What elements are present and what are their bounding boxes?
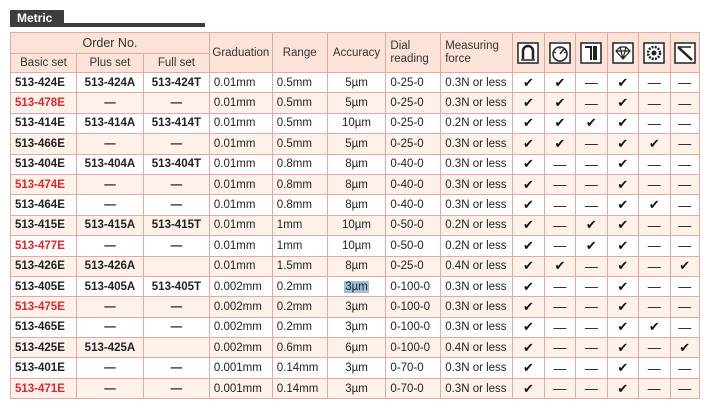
feature-mark: — xyxy=(639,358,670,378)
feature-mark: ✔ xyxy=(513,338,544,358)
feature-mark: ✔ xyxy=(544,93,575,113)
feature-mark: ✔ xyxy=(607,154,638,174)
feature-mark: — xyxy=(576,134,607,154)
model-plus-set: 513-405A xyxy=(76,276,143,296)
graduation-cell: 0.01mm xyxy=(209,256,272,276)
basic-set-header: Basic set xyxy=(11,54,77,73)
dial-reading-cell: 0-100-0 xyxy=(386,317,441,337)
measuring-force-cell: 0.3N or less xyxy=(441,378,513,398)
feature-mark: — xyxy=(576,93,607,113)
model-basic-set: 513-471E xyxy=(11,378,77,398)
accuracy-cell: 5µm xyxy=(327,73,386,93)
feature-mark: — xyxy=(576,195,607,215)
dial-reading-cell: 0-25-0 xyxy=(386,256,441,276)
table-row xyxy=(11,113,700,133)
model-basic-set: 513-401E xyxy=(11,358,77,378)
feature-mark: ✔ xyxy=(639,195,670,215)
graduation-cell: 0.001mm xyxy=(209,358,272,378)
feature-mark: — xyxy=(544,236,575,256)
range-cell: 0.2mm xyxy=(272,297,327,317)
feature-mark: ✔ xyxy=(607,256,638,276)
feature-mark: ✔ xyxy=(576,215,607,235)
measuring-force-cell: 0.2N or less xyxy=(441,215,513,235)
dial-reading-cell: 0-40-0 xyxy=(386,174,441,194)
accuracy-highlight: 3µm xyxy=(345,280,368,293)
model-full-set: — xyxy=(143,174,209,194)
model-basic-set: 513-477E xyxy=(11,236,77,256)
feature-mark: — xyxy=(639,113,670,133)
model-plus-set: — xyxy=(76,195,143,215)
model-full-set xyxy=(143,256,209,276)
model-basic-set: 513-466E xyxy=(11,134,77,154)
feature-mark: — xyxy=(670,93,700,113)
model-full-set: 513-404T xyxy=(143,154,209,174)
feature-mark: ✔ xyxy=(544,134,575,154)
feature-mark: — xyxy=(670,154,700,174)
range-cell: 0.5mm xyxy=(272,113,327,133)
dial-reading-cell: 0-100-0 xyxy=(386,297,441,317)
graduation-cell: 0.01mm xyxy=(209,134,272,154)
diamond-icon xyxy=(607,33,638,73)
table-row xyxy=(11,93,700,113)
graduation-cell: 0.002mm xyxy=(209,276,272,296)
measuring-force-cell: 0.3N or less xyxy=(441,73,513,93)
range-header: Range xyxy=(272,33,327,73)
accuracy-cell: 3µm xyxy=(327,378,386,398)
range-cell: 0.5mm xyxy=(272,73,327,93)
model-basic-set: 513-424E xyxy=(11,73,77,93)
table-row xyxy=(11,276,700,296)
feature-mark: — xyxy=(639,276,670,296)
graduation-cell: 0.01mm xyxy=(209,195,272,215)
feature-mark: — xyxy=(670,317,700,337)
feature-mark: ✔ xyxy=(513,236,544,256)
feature-mark: ✔ xyxy=(670,338,700,358)
model-full-set: 513-405T xyxy=(143,276,209,296)
model-plus-set: 513-404A xyxy=(76,154,143,174)
dial-reading-cell: 0-100-0 xyxy=(386,276,441,296)
range-cell: 0.5mm xyxy=(272,134,327,154)
model-full-set xyxy=(143,338,209,358)
feature-mark: — xyxy=(576,73,607,93)
feature-mark: — xyxy=(670,174,700,194)
range-cell: 0.14mm xyxy=(272,358,327,378)
feature-mark: — xyxy=(544,358,575,378)
feature-mark: — xyxy=(544,154,575,174)
feature-mark: ✔ xyxy=(607,73,638,93)
accuracy-cell: 8µm xyxy=(327,256,386,276)
range-cell: 1mm xyxy=(272,215,327,235)
graduation-cell: 0.002mm xyxy=(209,338,272,358)
model-full-set: 513-414T xyxy=(143,113,209,133)
feature-mark: ✔ xyxy=(670,256,700,276)
feature-mark: ✔ xyxy=(513,195,544,215)
feature-mark: ✔ xyxy=(513,358,544,378)
dial-reading-cell: 0-40-0 xyxy=(386,154,441,174)
dial-reading-cell: 0-40-0 xyxy=(386,195,441,215)
accuracy-cell: 10µm xyxy=(327,113,386,133)
model-plus-set: 513-425A xyxy=(76,338,143,358)
feature-mark: — xyxy=(670,113,700,133)
plus-set-header: Plus set xyxy=(76,54,143,73)
measuring-force-cell: 0.3N or less xyxy=(441,297,513,317)
graduation-cell: 0.002mm xyxy=(209,297,272,317)
feature-mark: — xyxy=(670,195,700,215)
feature-mark: ✔ xyxy=(513,73,544,93)
range-cell: 1.5mm xyxy=(272,256,327,276)
feature-mark: ✔ xyxy=(607,195,638,215)
feature-mark: — xyxy=(639,236,670,256)
feature-mark: — xyxy=(576,174,607,194)
graduation-cell: 0.001mm xyxy=(209,378,272,398)
order-no-header: Order No. xyxy=(11,33,210,54)
model-plus-set: — xyxy=(76,174,143,194)
accuracy-cell: 10µm xyxy=(327,215,386,235)
feature-mark: — xyxy=(576,256,607,276)
model-full-set: — xyxy=(143,93,209,113)
feature-mark: ✔ xyxy=(607,358,638,378)
feature-mark: ✔ xyxy=(607,317,638,337)
feature-mark: — xyxy=(670,358,700,378)
feature-mark: ✔ xyxy=(607,378,638,398)
accuracy-cell: 6µm xyxy=(327,338,386,358)
feature-mark: — xyxy=(544,195,575,215)
dial-reading-cell: 0-25-0 xyxy=(386,113,441,133)
model-basic-set: 513-465E xyxy=(11,317,77,337)
range-cell: 0.2mm xyxy=(272,276,327,296)
table-row xyxy=(11,195,700,215)
model-full-set: 513-424T xyxy=(143,73,209,93)
feature-mark: — xyxy=(576,317,607,337)
accuracy-cell xyxy=(327,276,386,296)
model-full-set: 513-415T xyxy=(143,215,209,235)
feature-mark: — xyxy=(576,358,607,378)
dial-gauge-icon xyxy=(544,33,575,73)
feature-mark: ✔ xyxy=(607,174,638,194)
table-row xyxy=(11,378,700,398)
graduation-cell: 0.01mm xyxy=(209,215,272,235)
table-row xyxy=(11,358,700,378)
range-cell: 1mm xyxy=(272,236,327,256)
magnet-stand-icon xyxy=(513,33,544,73)
model-plus-set: — xyxy=(76,236,143,256)
model-plus-set: 513-424A xyxy=(76,73,143,93)
model-basic-set: 513-414E xyxy=(11,113,77,133)
table-row xyxy=(11,236,700,256)
feature-mark: ✔ xyxy=(607,113,638,133)
graduation-cell: 0.01mm xyxy=(209,154,272,174)
feature-mark: ✔ xyxy=(639,317,670,337)
model-basic-set: 513-474E xyxy=(11,174,77,194)
feature-mark: — xyxy=(544,378,575,398)
graduation-cell: 0.01mm xyxy=(209,73,272,93)
feature-mark: ✔ xyxy=(576,236,607,256)
feature-mark: ✔ xyxy=(513,174,544,194)
feature-mark: — xyxy=(544,174,575,194)
range-cell: 0.8mm xyxy=(272,174,327,194)
feature-mark: ✔ xyxy=(607,134,638,154)
model-basic-set: 513-405E xyxy=(11,276,77,296)
feature-mark: ✔ xyxy=(513,317,544,337)
measuring-force-cell: 0.3N or less xyxy=(441,317,513,337)
feature-mark: ✔ xyxy=(513,297,544,317)
ratchet-bracket-icon xyxy=(576,33,607,73)
graduation-cell: 0.01mm xyxy=(209,113,272,133)
range-cell: 0.8mm xyxy=(272,195,327,215)
dial-reading-cell: 0-50-0 xyxy=(386,236,441,256)
section-title: Metric xyxy=(10,10,64,27)
dial-reading-header: Dial reading xyxy=(386,33,441,73)
measuring-force-header: Measuring force xyxy=(441,33,513,73)
model-basic-set: 513-426E xyxy=(11,256,77,276)
graduation-cell: 0.01mm xyxy=(209,236,272,256)
measuring-force-cell: 0.3N or less xyxy=(441,93,513,113)
model-basic-set: 513-415E xyxy=(11,215,77,235)
feature-mark: — xyxy=(576,338,607,358)
table-row xyxy=(11,174,700,194)
dial-reading-cell: 0-25-0 xyxy=(386,73,441,93)
feature-mark: — xyxy=(544,317,575,337)
model-full-set: — xyxy=(143,317,209,337)
table-row xyxy=(11,73,700,93)
feature-mark: — xyxy=(639,73,670,93)
accuracy-cell: 5µm xyxy=(327,134,386,154)
feature-mark: ✔ xyxy=(607,338,638,358)
graduation-cell: 0.01mm xyxy=(209,174,272,194)
table-row xyxy=(11,338,700,358)
measuring-force-cell: 0.3N or less xyxy=(441,154,513,174)
measuring-force-cell: 0.3N or less xyxy=(441,134,513,154)
model-plus-set: 513-426A xyxy=(76,256,143,276)
feature-mark: ✔ xyxy=(607,276,638,296)
dial-reading-cell: 0-100-0 xyxy=(386,338,441,358)
feature-mark: — xyxy=(639,154,670,174)
feature-mark: ✔ xyxy=(607,93,638,113)
measuring-force-cell: 0.3N or less xyxy=(441,174,513,194)
feature-mark: — xyxy=(544,338,575,358)
feature-mark: — xyxy=(670,73,700,93)
accuracy-cell: 3µm xyxy=(327,358,386,378)
feature-mark: ✔ xyxy=(513,378,544,398)
angle-icon xyxy=(670,33,700,73)
feature-mark: ✔ xyxy=(607,236,638,256)
feature-mark: ✔ xyxy=(639,134,670,154)
feature-mark: ✔ xyxy=(544,256,575,276)
model-plus-set: 513-415A xyxy=(76,215,143,235)
range-cell: 0.14mm xyxy=(272,378,327,398)
gear-icon xyxy=(639,33,670,73)
model-plus-set: — xyxy=(76,317,143,337)
feature-mark: ✔ xyxy=(513,93,544,113)
spec-table xyxy=(10,32,700,399)
model-full-set: — xyxy=(143,358,209,378)
feature-mark: ✔ xyxy=(513,256,544,276)
dial-reading-cell: 0-70-0 xyxy=(386,378,441,398)
model-full-set: — xyxy=(143,134,209,154)
feature-mark: ✔ xyxy=(513,134,544,154)
feature-mark: — xyxy=(639,338,670,358)
accuracy-cell: 10µm xyxy=(327,236,386,256)
accuracy-cell: 5µm xyxy=(327,93,386,113)
feature-mark: — xyxy=(639,215,670,235)
feature-mark: — xyxy=(670,236,700,256)
feature-mark: ✔ xyxy=(513,154,544,174)
measuring-force-cell: 0.3N or less xyxy=(441,358,513,378)
feature-mark: — xyxy=(639,174,670,194)
table-row xyxy=(11,297,700,317)
feature-mark: ✔ xyxy=(513,113,544,133)
measuring-force-cell: 0.4N or less xyxy=(441,338,513,358)
feature-mark: — xyxy=(670,215,700,235)
measuring-force-cell: 0.4N or less xyxy=(441,256,513,276)
model-plus-set: — xyxy=(76,134,143,154)
model-basic-set: 513-464E xyxy=(11,195,77,215)
measuring-force-cell: 0.3N or less xyxy=(441,195,513,215)
model-full-set: — xyxy=(143,378,209,398)
accuracy-cell: 8µm xyxy=(327,174,386,194)
model-basic-set: 513-478E xyxy=(11,93,77,113)
feature-mark: — xyxy=(670,378,700,398)
feature-mark: ✔ xyxy=(576,113,607,133)
model-plus-set: — xyxy=(76,93,143,113)
feature-mark: — xyxy=(639,93,670,113)
range-cell: 0.8mm xyxy=(272,154,327,174)
feature-mark: ✔ xyxy=(607,215,638,235)
feature-mark: — xyxy=(576,297,607,317)
range-cell: 0.5mm xyxy=(272,93,327,113)
full-set-header: Full set xyxy=(143,54,209,73)
table-row xyxy=(11,134,700,154)
table-row xyxy=(11,256,700,276)
dial-reading-cell: 0-25-0 xyxy=(386,134,441,154)
feature-mark: — xyxy=(544,297,575,317)
feature-mark: — xyxy=(670,134,700,154)
accuracy-header: Accuracy xyxy=(327,33,386,73)
measuring-force-cell: 0.2N or less xyxy=(441,236,513,256)
range-cell: 0.6mm xyxy=(272,338,327,358)
accuracy-cell: 3µm xyxy=(327,297,386,317)
graduation-cell: 0.002mm xyxy=(209,317,272,337)
feature-mark: ✔ xyxy=(544,73,575,93)
feature-mark: ✔ xyxy=(544,113,575,133)
graduation-cell: 0.01mm xyxy=(209,93,272,113)
accuracy-cell: 8µm xyxy=(327,154,386,174)
feature-mark: ✔ xyxy=(607,297,638,317)
measuring-force-cell: 0.2N or less xyxy=(441,113,513,133)
section-tab xyxy=(10,10,205,27)
feature-mark: — xyxy=(544,276,575,296)
dial-reading-cell: 0-50-0 xyxy=(386,215,441,235)
feature-mark: — xyxy=(544,215,575,235)
range-cell: 0.2mm xyxy=(272,317,327,337)
accuracy-cell: 8µm xyxy=(327,195,386,215)
accuracy-cell: 3µm xyxy=(327,317,386,337)
model-full-set: — xyxy=(143,195,209,215)
feature-mark: ✔ xyxy=(513,276,544,296)
graduation-header: Graduation xyxy=(209,33,272,73)
feature-mark: ✔ xyxy=(513,215,544,235)
feature-mark: — xyxy=(670,276,700,296)
feature-mark: — xyxy=(639,378,670,398)
dial-reading-cell: 0-70-0 xyxy=(386,358,441,378)
feature-mark: — xyxy=(670,297,700,317)
feature-mark: — xyxy=(639,256,670,276)
measuring-force-cell: 0.3N or less xyxy=(441,276,513,296)
model-plus-set: — xyxy=(76,358,143,378)
feature-mark: — xyxy=(639,297,670,317)
table-row xyxy=(11,154,700,174)
dial-reading-cell: 0-25-0 xyxy=(386,93,441,113)
model-full-set: — xyxy=(143,297,209,317)
table-row xyxy=(11,317,700,337)
model-full-set: — xyxy=(143,236,209,256)
model-basic-set: 513-475E xyxy=(11,297,77,317)
feature-mark: — xyxy=(576,154,607,174)
model-basic-set: 513-404E xyxy=(11,154,77,174)
model-plus-set: — xyxy=(76,297,143,317)
model-plus-set: 513-414A xyxy=(76,113,143,133)
feature-mark: — xyxy=(576,276,607,296)
feature-mark: — xyxy=(576,378,607,398)
table-row xyxy=(11,215,700,235)
model-plus-set: — xyxy=(76,378,143,398)
model-basic-set: 513-425E xyxy=(11,338,77,358)
